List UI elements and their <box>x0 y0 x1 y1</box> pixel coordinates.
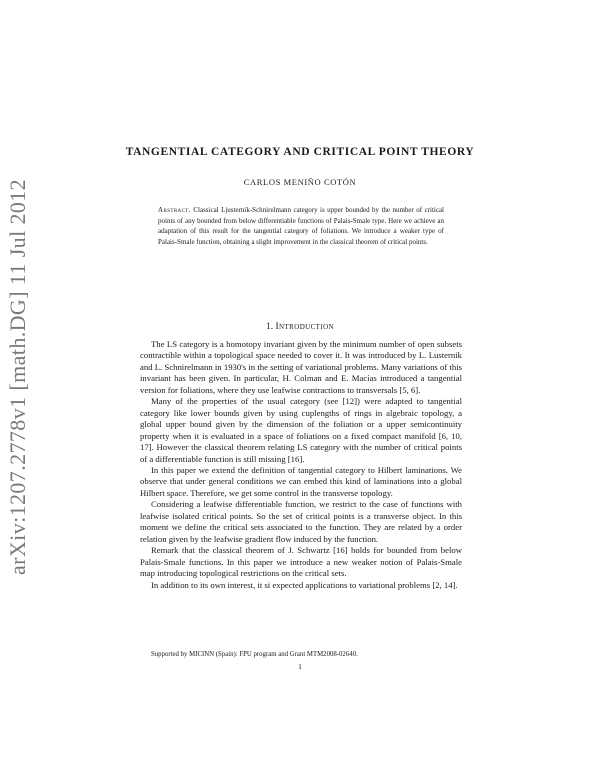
paragraph: In this paper we extend the definition of tangential category to Hilbert laminations. We observe that under general conditions we can embed this kind of laminations into a global Hilbert space. Therefore, we get some control in the transverse topology. <box>140 464 462 498</box>
abstract-text: Classical Ljusternik-Schnirelmann category is upper bounded by the number of critical points of any bounded from below differentiable functions of Palais-Smale type. Here we achieve an adaptation of this result for the tangential category of foliations. We introduce a weaker type of Palais-Smale function, obtaining a slight improvement in the classical theorem of critical points. <box>158 206 444 246</box>
paper-title: TANGENTIAL CATEGORY AND CRITICAL POINT THEORY <box>125 146 475 158</box>
paper-author: CARLOS MENIÑO COTÓN <box>243 177 357 187</box>
section-title: Introduction <box>275 322 334 332</box>
paragraph: Many of the properties of the usual category (see [12]) were adapted to tangential category like lower bounds given by using cuplengths of rings in algebraic topology, a global upper bound given by the dimension of the foliation or a upper semicontinuity property when it is evaluated in a space of foliations on a fixed compact manifold [6, 10, 17]. However the classical theorem relating LS category with the number of critical points of a differentiable function is still missing [16]. <box>140 396 462 464</box>
funding-footnote: Supported by MICINN (Spain): FPU program and Grant MTM2008-02640. <box>151 651 358 658</box>
page-number: 1 <box>298 662 302 671</box>
section-heading <box>0 322 600 332</box>
body-text <box>140 339 462 591</box>
arxiv-identifier-stamp: arXiv:1207.2778v1 [math.DG] 11 Jul 2012 <box>5 178 30 575</box>
paragraph: In addition to its own interest, it si expected applications to variational problems [2, 14]. <box>151 579 458 590</box>
paragraph: The LS category is a homotopy invariant given by the minimum number of open subsets contractible within a topological space needed to cover it. It was introduced by L. Lusternik and L. Schnirelmann in 1930's in the setting of variational problems. Many variations of this invariant has been given. In particular, H. Colman and E. Macías introduced a tangential version for foliations, where they use leafwise contractions to transversals [5, 6]. <box>140 339 462 395</box>
abstract <box>158 205 444 247</box>
abstract-label: Abstract. <box>158 206 191 214</box>
paragraph: Remark that the classical theorem of J. Schwartz [16] holds for bounded from below Palais-Smale functions. In this paper we introduce a new weaker notion of Palais-Smale map introducing topological restrictions on the critical sets. <box>140 545 462 579</box>
paragraph: Considering a leafwise differentiable function, we restrict to the case of functions with leafwise isolated critical points. So the set of critical points is a transverse object. In this moment we define the critical sets associated to the function. They are related by a order relation given by the leafwise gradient flow induced by the function. <box>140 499 462 544</box>
section-number: 1. <box>265 322 274 332</box>
